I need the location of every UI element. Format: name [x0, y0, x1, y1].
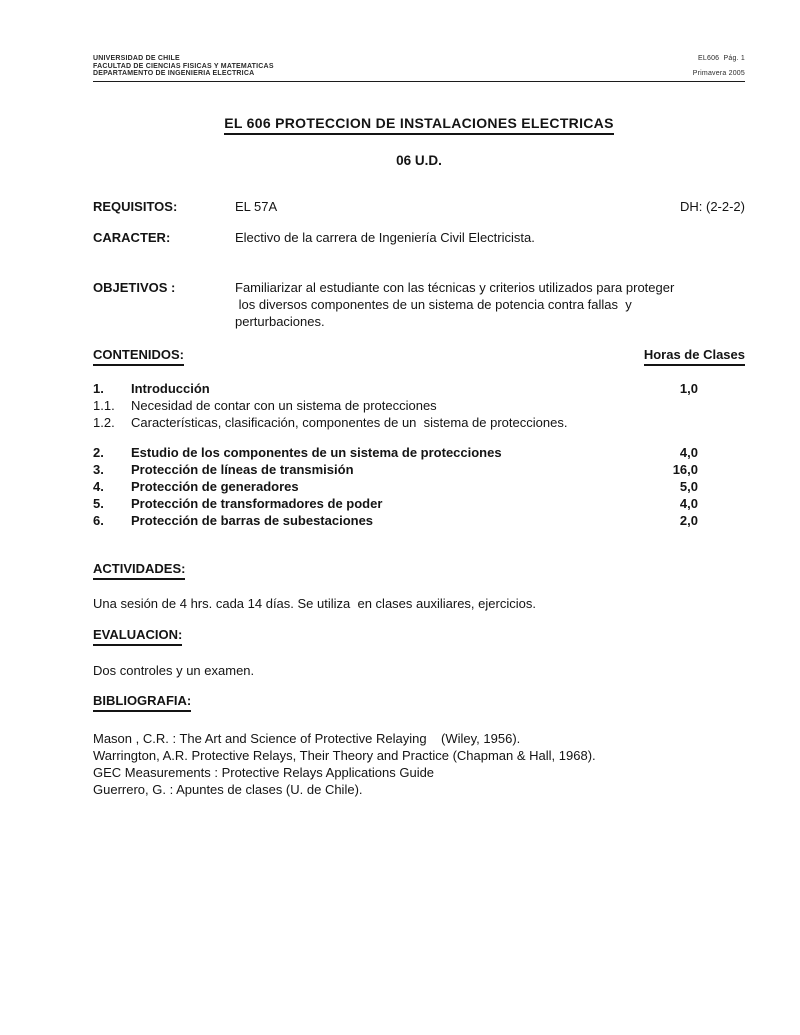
bibliografia-section: [93, 692, 745, 712]
bibliography-entry: GEC Measurements : Protective Relays Applications Guide: [93, 764, 435, 780]
evaluacion-section: [93, 626, 745, 646]
item-hours: 1,0: [679, 380, 698, 396]
contenidos-header-row: [93, 346, 745, 366]
objetivos-line: los diversos componentes de un sistema de potencia contra fallas y: [235, 296, 632, 312]
bibliography-entry: Mason , C.R. : The Art and Science of Protective Relaying (Wiley, 1956).: [93, 730, 521, 746]
item-number: 2.: [93, 444, 104, 460]
content-row: [93, 397, 745, 414]
item-title: Introducción: [131, 380, 210, 396]
content-row: [93, 512, 745, 529]
objetivos-line: Familiarizar al estudiante con las técnicas y criterios utilizados para proteger: [235, 279, 675, 295]
item-title: Protección de transformadores de poder: [131, 495, 383, 511]
actividades-text: Una sesión de 4 hrs. cada 14 días. Se utiliza en clases auxiliares, ejercicios.: [93, 595, 536, 611]
objetivos-label: OBJETIVOS :: [93, 279, 176, 295]
actividades-section: [93, 560, 745, 580]
hours-column-heading: Horas de Clases: [644, 346, 745, 366]
item-hours: 5,0: [679, 478, 698, 494]
item-number: 6.: [93, 512, 104, 528]
bibliografia-heading: BIBLIOGRAFIA:: [93, 692, 191, 712]
content-row: [93, 495, 745, 512]
caracter-value: Electivo de la carrera de Ingeniería Civil Electricista.: [235, 229, 535, 245]
requisitos-row: [93, 198, 745, 215]
item-hours: 4,0: [679, 495, 698, 511]
item-title: Protección de generadores: [131, 478, 299, 494]
item-number: 1.1.: [93, 397, 115, 413]
objetivos-row: [93, 279, 745, 330]
item-hours: 2,0: [679, 512, 698, 528]
item-hours: [635, 397, 745, 414]
item-title: Características, clasificación, componentes de un sistema de protecciones.: [131, 414, 568, 430]
course-credits: 06 U.D.: [396, 152, 442, 168]
university-name: UNIVERSIDAD DE CHILE: [93, 55, 180, 62]
requisitos-value: EL 57A: [235, 198, 278, 214]
faculty-name: FACULTAD DE CIENCIAS FISICAS Y MATEMATICAS: [93, 62, 274, 70]
course-title: EL 606 PROTECCION DE INSTALACIONES ELECTRICAS: [224, 115, 613, 135]
item-title: Protección de barras de subestaciones: [131, 512, 374, 528]
content-row: [93, 380, 745, 397]
title-block: [93, 115, 745, 135]
dh-value: DH: (2-2-2): [679, 198, 745, 214]
letterhead: [93, 55, 274, 78]
header-meta: [693, 55, 745, 78]
content-row: [93, 414, 745, 431]
semester-label: Primavera 2005: [692, 70, 745, 77]
item-number: 3.: [93, 461, 104, 477]
page-header: [93, 55, 745, 82]
objetivos-line: perturbaciones.: [235, 313, 325, 329]
item-title: Estudio de los componentes de un sistema de protecciones: [131, 444, 502, 460]
item-title: Protección de líneas de transmisión: [131, 461, 354, 477]
requisitos-label: REQUISITOS:: [93, 198, 178, 214]
item-number: 1.: [93, 380, 104, 396]
item-hours: 4,0: [679, 444, 698, 460]
item-title: Necesidad de contar con un sistema de protecciones: [131, 397, 437, 413]
bibliography-entry: Guerrero, G. : Apuntes de clases (U. de Chile).: [93, 781, 363, 797]
course-code-page-number: EL606 Pág. 1: [698, 55, 745, 62]
caracter-label: CARACTER:: [93, 229, 171, 245]
objetivos-text: [235, 279, 745, 330]
bibliography-list: [93, 730, 745, 798]
item-number: 5.: [93, 495, 104, 511]
actividades-heading: ACTIVIDADES:: [93, 560, 185, 580]
item-hours: [635, 414, 745, 431]
content-row: [93, 444, 745, 461]
evaluacion-heading: EVALUACION:: [93, 626, 182, 646]
caracter-row: [93, 229, 745, 246]
bibliography-entry: Warrington, A.R. Protective Relays, Their Theory and Practice (Chapman & Hall, 1968).: [93, 747, 596, 763]
item-number: 4.: [93, 478, 104, 494]
item-hours: 16,0: [672, 461, 698, 477]
contenidos-group-2: [93, 444, 745, 529]
contenidos-group-1: [93, 380, 745, 431]
evaluacion-text: Dos controles y un examen.: [93, 662, 255, 678]
contenidos-heading: CONTENIDOS:: [93, 346, 184, 366]
content-row: [93, 478, 745, 495]
department-name: DEPARTAMENTO DE INGENIERIA ELECTRICA: [93, 70, 255, 77]
item-number: 1.2.: [93, 414, 115, 430]
content-row: [93, 461, 745, 478]
